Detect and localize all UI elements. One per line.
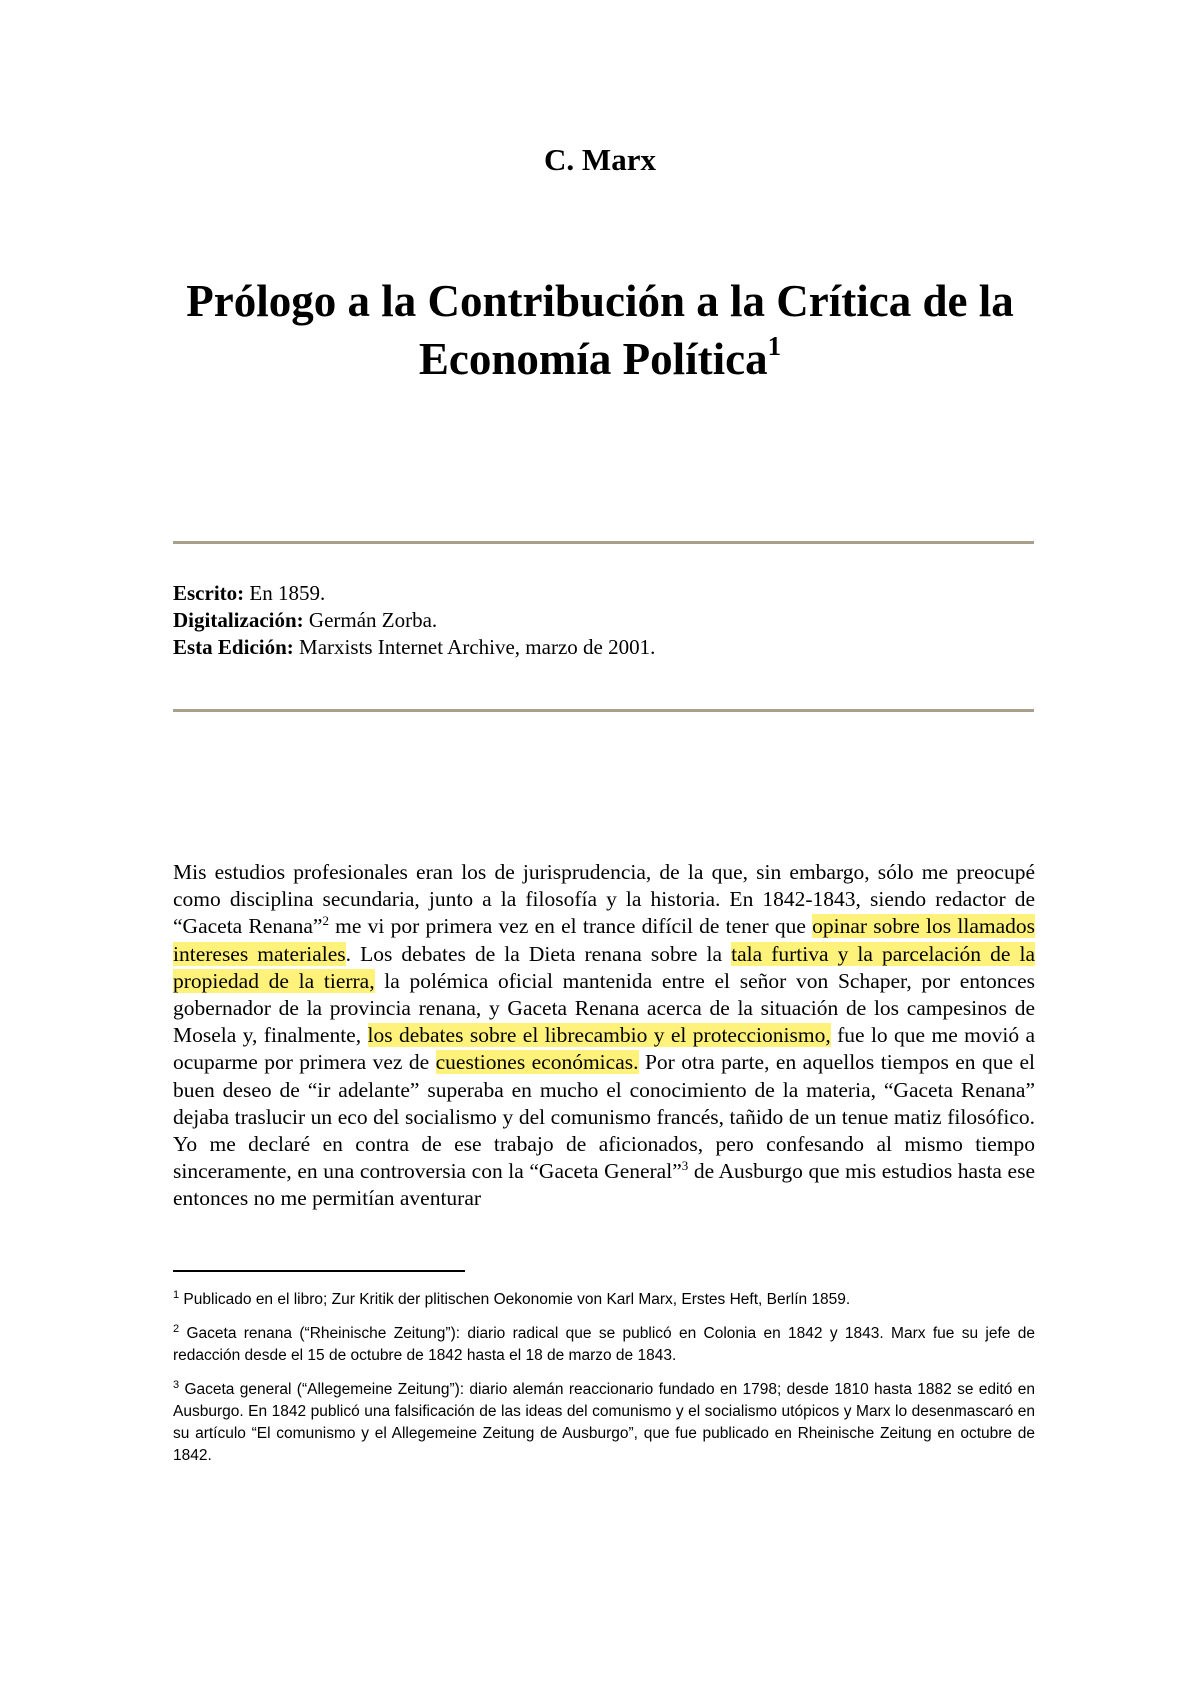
footnote-2 [173,1323,1035,1367]
body-text-segment: Por otra parte, en aquellos tiempos en que el buen deseo de “ir adelante” superaba en mucho el conocimiento de la materia, “Gaceta Renana” dejaba traslucir un eco del socialismo y del comunismo francés, tañido de un tenue matiz filosófico. Yo me declaré en contra de ese trabajo de aficionados, pero confesando al mismo tiempo sinceramente, en una controversia con la “Gaceta General” [173,1050,1036,1184]
footnote-number: 3 [173,1379,180,1391]
meta-edition-value: Marxists Internet Archive, marzo de 2001. [299,635,656,659]
footnote-number: 2 [173,1323,180,1335]
body-text-segment: de Ausburgo que mis estudios hasta ese entonces no me permitían aventurar [173,1159,1035,1211]
meta-written-value: En 1859. [249,581,326,605]
footnote-1 [173,1289,1035,1311]
body-paragraph [173,859,1035,1213]
highlight-cuestiones-economicas[interactable]: cuestiones económicas. [435,1050,639,1075]
footnote-separator [173,1270,465,1272]
footnote-number: 1 [173,1289,180,1301]
meta-written-label: Escrito: [173,581,245,605]
highlight-librecambio[interactable]: los debates sobre el librecambio y el proteccionismo, [367,1023,831,1048]
meta-digitized-value: Germán Zorba. [308,608,438,632]
footnote-ref-3[interactable]: 3 [681,1158,689,1174]
author-name: C. Marx [544,142,656,177]
document-title [120,272,1080,388]
highlight-intereses-materiales[interactable]: opinar sobre los llamados intereses materiales [173,914,1035,966]
metadata-bottom-rule [173,709,1034,712]
body-text-segment: fue lo que me movió a ocuparme por primera vez de [173,1023,1036,1075]
highlight-tala-furtiva[interactable]: tala furtiva y la parcelación de la propiedad de la tierra, [173,941,1035,993]
meta-digitized-label: Digitalización: [173,608,304,632]
body-text-segment: Mis estudios profesionales eran los de jurisprudencia, de la que, sin embargo, sólo me preocupé como disciplina secundaria, junto a la filosofía y la historia. En 1842-1843, siendo redactor de “Gaceta Renana” [173,860,1035,939]
footnote-text: Publicado en el libro; Zur Kritik der plitischen Oekonomie von Karl Marx, Erstes Heft, Berlín 1859. [179,1291,851,1308]
footnote-text: Gaceta renana (“Rheinische Zeitung”): diario radical que se publicó en Colonia en 1842 y 1843. Marx fue su jefe de redacción desde el 15 de octubre de 1842 hasta el 18 de marzo de 1843. [173,1325,1035,1364]
body-text-segment: . Los debates de la Dieta renana sobre la [345,941,732,966]
meta-digitized [173,607,1033,634]
title-text: Prólogo a la Contribución a la Crítica de la Economía Política [186,276,1014,384]
metadata-block [173,580,1033,661]
meta-written [173,580,1033,607]
footnote-text: Gaceta general (“Allegemeine Zeitung”): diario alemán reaccionario fundado en 1798; desde 1810 hasta 1882 se editó en Ausburgo. En 1842 publicó una falsificación de las ideas del comunismo y el socialismo utópicos y Marx lo desenmascaró en su artículo “El comunismo y el Allegemeine Zeitung de Ausburgo”, que fue publicado en Rheinische Zeitung en octubre de 1842. [173,1381,1035,1464]
metadata-top-rule [173,541,1034,544]
body-text-segment: la polémica oficial mantenida entre el señor von Schaper, por entonces gobernador de la provincia renana, y Gaceta Renana acerca de la situación de los campesinos de Mosela y, finalmente, [173,968,1035,1048]
footnote-ref-2[interactable]: 2 [322,913,329,929]
footnotes [173,1289,1035,1479]
title-footnote-ref[interactable]: 1 [767,331,782,361]
footnote-3 [173,1379,1035,1467]
meta-edition [173,634,1033,661]
body-text-segment: me vi por primera vez en el trance difícil de tener que [328,914,813,939]
meta-edition-label: Esta Edición: [173,635,294,659]
